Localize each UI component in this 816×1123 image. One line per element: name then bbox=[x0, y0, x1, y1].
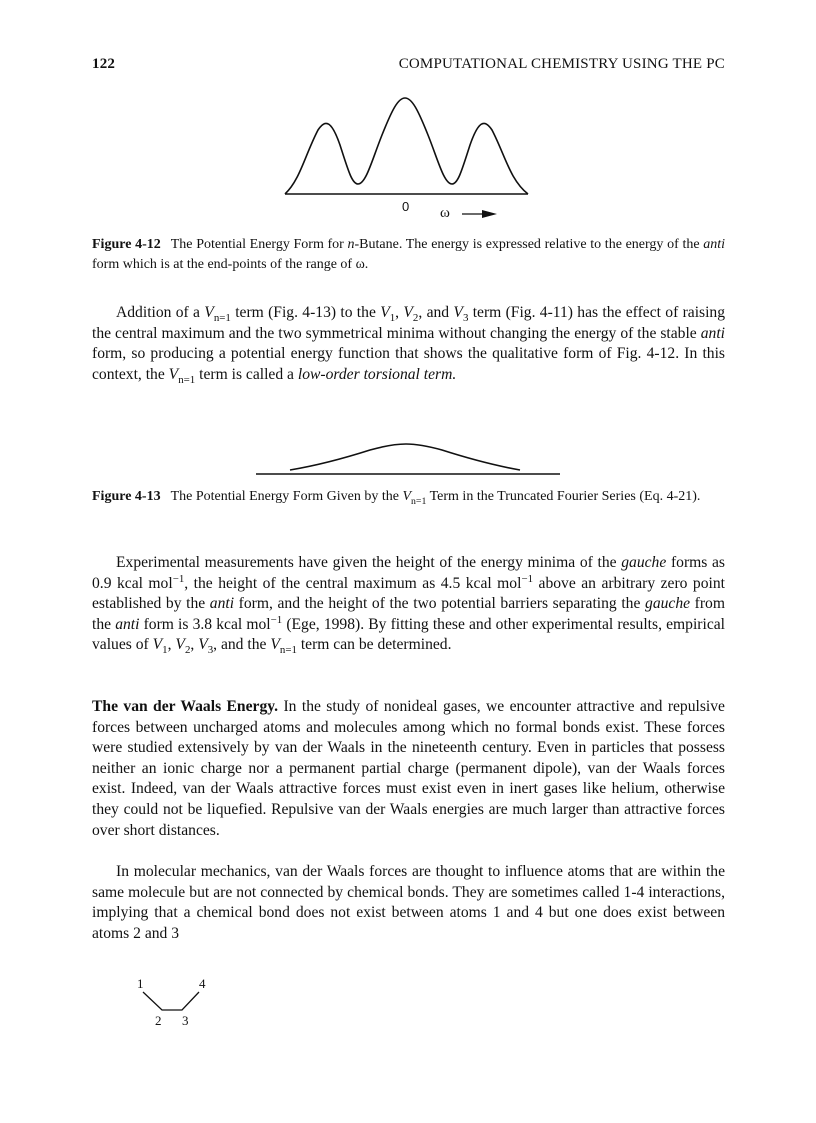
paragraph-van-der-waals: The van der Waals Energy. In the study of nonideal gases, we encounter attractive and repulsive forces between uncharged atoms and molecules among which no formal bonds exist. These forces were studied extensively by van der Waals in the nineteenth century. Even in particles that possess neither an ionic charge nor a permanent partial charge (permanent dipole), van der Waals forces exist. Indeed, van der Waals attractive forces must exist even in inert gases like helium, otherwise they could not be liquefied. Repulsive van der Waals energies are much larger than attractive forces over short distances. bbox=[92, 698, 725, 839]
running-title: COMPUTATIONAL CHEMISTRY USING THE PC bbox=[398, 56, 725, 72]
paragraph-low-order-term: Addition of a $V_{n=1}$ term (Fig. 4-13) to the $V_1$, $V_2$, and $V_3$ term (Fig. 4-11) has the effect of raising the central maximum and the two symmetrical minima without changing the energy of the stable anti form, so producing a potential energy function that shows the qualitative form of Fig. 4-12. In this context, the $V_{n=1}$ term is called a low-order torsional term. bbox=[92, 304, 726, 386]
bond-chain bbox=[143, 992, 199, 1010]
axis-omega-label: ω bbox=[440, 205, 450, 221]
figure-4-13-caption: Figure 4-13 The Potential Energy Form Given by the $V_{n=1}$ Term in the Truncated Fourier Series (Eq. 4-21). bbox=[92, 489, 701, 507]
atom-label-4: 4 bbox=[199, 976, 206, 991]
page-number: 122 bbox=[92, 56, 116, 72]
paragraph-experimental-measurements: Experimental measurements have given the height of the energy minima of the gauche forms as 0.9 kcal mol$^{-1}$, the height of the central maximum as 4.5 kcal mol$^{-1}$ above an arbitrary zero point established by the anti form, and the height of the two potential barriers separating the gauche from the anti form is 3.8 kcal mol$^{-1}$ (Ege, 1998). By fitting these and other experimental results, empirical values of $V_1$, $V_2$, $V_3$, and the $V_{n=1}$ term can be determined. bbox=[92, 554, 725, 657]
paragraph-molecular-mechanics: In molecular mechanics, van der Waals forces are thought to influence atoms that are within the same molecule but are not connected by chemical bonds. They are sometimes called 1-4 interactions, implying that a chemical bond does not exist between atoms 1 and 4 but one does exist between atoms 2 and 3 bbox=[92, 863, 725, 942]
figure-4-13-label: Figure 4-13 bbox=[92, 489, 161, 504]
figure-4-12-caption: Figure 4-12 The Potential Energy Form for n-Butane. The energy is expressed relative to the energy of the anti form which is at the end-points of the range of ω. bbox=[92, 237, 726, 272]
section-heading-van-der-waals: The van der Waals Energy. bbox=[92, 698, 279, 715]
atom-label-3: 3 bbox=[182, 1013, 189, 1028]
axis-zero-label: 0 bbox=[402, 199, 410, 214]
atom-label-2: 2 bbox=[155, 1013, 162, 1028]
atom-label-1: 1 bbox=[137, 976, 144, 991]
figure-4-12-label: Figure 4-12 bbox=[92, 237, 161, 252]
